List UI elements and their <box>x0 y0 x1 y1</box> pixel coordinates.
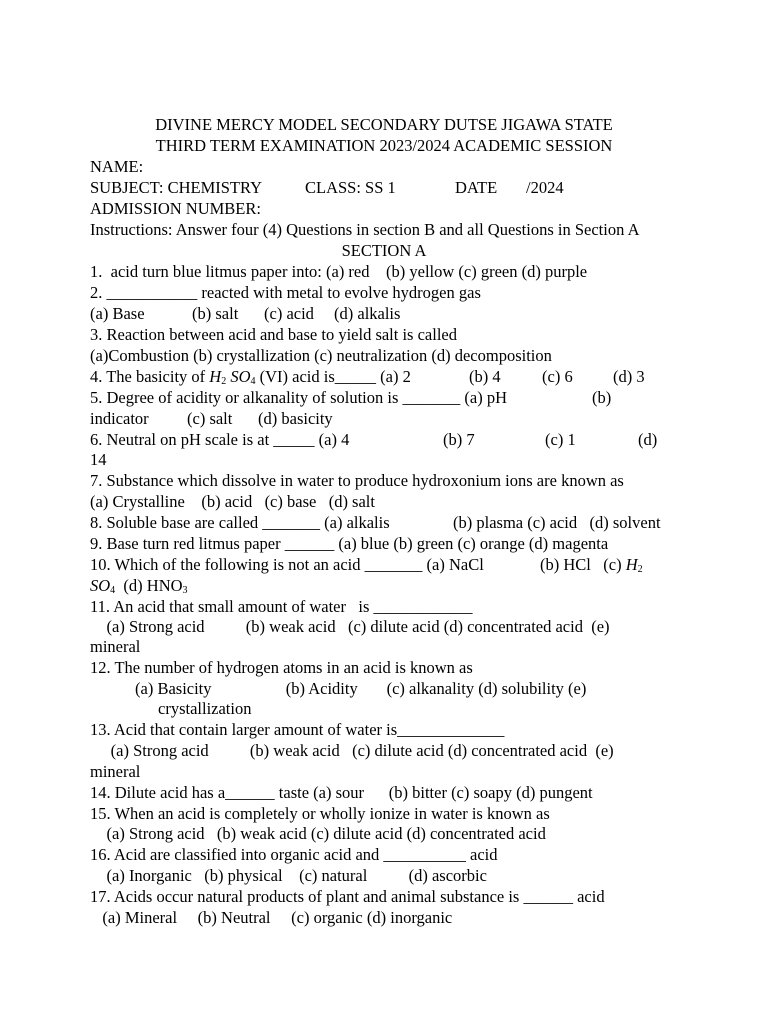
question-10: 10. Which of the following is not an acid _______ (a) NaCl <box>90 555 484 574</box>
question-15: 15. When an acid is completely or wholly ionize in water is known as <box>90 804 550 823</box>
formula-h: H <box>625 555 638 574</box>
question-11-options-cont: mineral <box>90 637 141 656</box>
formula-so-subscript: 4 <box>250 376 256 387</box>
formula-so-subscript: 4 <box>110 585 116 596</box>
question-10-option-c-cont <box>90 576 188 596</box>
question-13: 13. Acid that contain larger amount of water is_____________ <box>90 720 505 739</box>
exam-title: THIRD TERM EXAMINATION 2023/2024 ACADEMIC SESSION <box>155 136 613 155</box>
date-label: DATE /2024 <box>455 178 564 197</box>
question-9: 9. Base turn red litmus paper ______ (a) blue (b) green (c) orange (d) magenta <box>90 534 609 553</box>
question-8-options-rest: (b) plasma (c) acid (d) solvent <box>453 513 661 532</box>
question-1: 1. acid turn blue litmus paper into: (a) red (b) yellow (c) green (d) purple <box>90 262 588 281</box>
question-4-text: 4. The basicity of <box>90 367 210 386</box>
question-2-option-c: (c) acid <box>264 304 314 323</box>
question-10-options-rest <box>540 555 643 575</box>
question-2-option-a: (a) Base <box>90 304 145 323</box>
question-16: 16. Acid are classified into organic acid and __________ acid <box>90 845 498 864</box>
question-17-options: (a) Mineral (b) Neutral (c) organic (d) inorganic <box>90 908 453 927</box>
question-16-options: (a) Inorganic (b) physical (c) natural (d) ascorbic <box>90 866 487 885</box>
question-5-option-d: (d) basicity <box>258 409 333 428</box>
question-10-option-b: (b) HCl (c) <box>540 555 626 574</box>
question-4-option-c: (c) 6 <box>542 367 573 386</box>
formula-h-subscript: 2 <box>637 564 643 575</box>
school-name: DIVINE MERCY MODEL SECONDARY DUTSE JIGAWA STATE <box>155 115 613 134</box>
question-2-option-d: (d) alkalis <box>334 304 401 323</box>
instructions: Instructions: Answer four (4) Questions in section B and all Questions in Section A <box>90 220 640 239</box>
class-label: CLASS: SS 1 <box>305 178 396 197</box>
question-12-options-cont: crystallization <box>158 699 252 718</box>
question-12-options: (a) Basicity (b) Acidity (c) alkanality (d) solubility (e) <box>135 679 587 698</box>
question-5-option-c: (c) salt <box>187 409 233 428</box>
question-3: 3. Reaction between acid and base to yield salt is called <box>90 325 457 344</box>
question-13-options: (a) Strong acid (b) weak acid (c) dilute acid (d) concentrated acid (e) <box>90 741 614 760</box>
question-2-option-b: (b) salt <box>192 304 239 323</box>
question-5: 5. Degree of acidity or alkanality of solution is _______ (a) pH <box>90 388 507 407</box>
question-4-option-b: (b) 4 <box>469 367 501 386</box>
question-6-option-c: (c) 1 <box>545 430 576 449</box>
question-10-option-d: (d) HNO <box>115 576 183 595</box>
question-6-option-d-cont: 14 <box>90 450 107 469</box>
formula-h: H <box>209 367 222 386</box>
question-6: 6. Neutral on pH scale is at _____ (a) 4 <box>90 430 350 449</box>
formula-so: SO <box>90 576 111 595</box>
question-13-options-cont: mineral <box>90 762 141 781</box>
question-17: 17. Acids occur natural products of plant and animal substance is ______ acid <box>90 887 605 906</box>
question-6-option-d: (d) <box>638 430 658 449</box>
question-11-options: (a) Strong acid (b) weak acid (c) dilute acid (d) concentrated acid (e) <box>90 617 610 636</box>
question-3-options: (a)Combustion (b) crystallization (c) neutralization (d) decomposition <box>90 346 552 365</box>
question-8: 8. Soluble base are called _______ (a) alkalis <box>90 513 390 532</box>
question-7: 7. Substance which dissolve in water to produce hydroxonium ions are known as <box>90 471 624 490</box>
question-7-options: (a) Crystalline (b) acid (c) base (d) salt <box>90 492 375 511</box>
question-4-option-a: (VI) acid is_____ (a) 2 <box>255 367 411 386</box>
section-heading: SECTION A <box>341 241 427 260</box>
formula-no-subscript: 3 <box>182 585 188 596</box>
question-15-options: (a) Strong acid (b) weak acid (c) dilute acid (d) concentrated acid <box>90 824 546 843</box>
question-4 <box>90 367 411 387</box>
question-6-option-b: (b) 7 <box>443 430 475 449</box>
question-11: 11. An acid that small amount of water is ____________ <box>90 597 473 616</box>
question-12: 12. The number of hydrogen atoms in an acid is known as <box>90 658 473 677</box>
formula-h-subscript: 2 <box>221 376 227 387</box>
subject-label: SUBJECT: CHEMISTRY <box>90 178 263 197</box>
name-field-label: NAME: <box>90 157 144 176</box>
formula-so: SO <box>226 367 251 386</box>
question-5-option-b-cont: indicator <box>90 409 149 428</box>
admission-number-label: ADMISSION NUMBER: <box>90 199 261 218</box>
question-14: 14. Dilute acid has a______ taste (a) sour (b) bitter (c) soapy (d) pungent <box>90 783 593 802</box>
question-4-option-d: (d) 3 <box>613 367 645 386</box>
question-2: 2. ___________ reacted with metal to evolve hydrogen gas <box>90 283 481 302</box>
question-5-option-b: (b) <box>592 388 612 407</box>
